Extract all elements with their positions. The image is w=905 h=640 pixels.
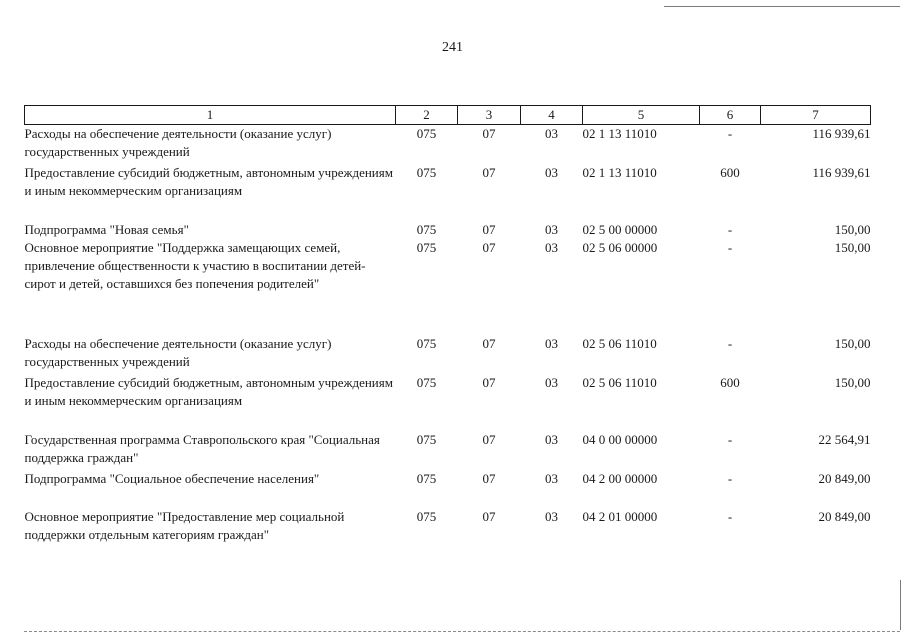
scan-edge-line-bottom bbox=[24, 631, 900, 632]
row-ministry-code: 075 bbox=[416, 335, 437, 351]
table-row bbox=[25, 470, 871, 508]
row-name: Расходы на обеспечение деятельности (оказание услуг) государственных учреждений bbox=[24, 335, 332, 369]
row-section-code: 07 bbox=[482, 239, 496, 255]
column-header: 1 bbox=[25, 106, 396, 125]
row-subsection-code: 03 bbox=[545, 431, 558, 447]
row-expense-type: - bbox=[727, 508, 733, 524]
row-expense-type: 600 bbox=[720, 164, 740, 180]
row-name: Предоставление субсидий бюджетным, автономным учреждениям и иным некоммерческим организациям bbox=[24, 374, 393, 408]
page-number: 241 bbox=[442, 40, 463, 55]
row-target-code: 02 5 00 00000 bbox=[582, 221, 658, 237]
row-subsection-code: 03 bbox=[545, 470, 558, 486]
column-header: 5 bbox=[583, 106, 700, 125]
row-amount: 116 939,61 bbox=[812, 126, 871, 141]
row-amount: 22 564,91 bbox=[818, 431, 871, 447]
row-ministry-code: 075 bbox=[416, 470, 437, 486]
column-header: 2 bbox=[396, 106, 458, 125]
column-header: 6 bbox=[700, 106, 761, 125]
table-row bbox=[25, 374, 871, 431]
row-name: Предоставление субсидий бюджетным, автономным учреждениям и иным некоммерческим организациям bbox=[24, 164, 393, 198]
table-row bbox=[25, 221, 871, 239]
row-section-code: 07 bbox=[482, 164, 496, 180]
scan-edge-line-right bbox=[900, 580, 901, 630]
row-expense-type: - bbox=[727, 431, 733, 447]
row-expense-type: - bbox=[727, 470, 733, 486]
row-amount: 20 849,00 bbox=[818, 508, 871, 524]
table-header-row bbox=[25, 106, 871, 125]
row-amount: 150,00 bbox=[834, 239, 871, 255]
column-header: 4 bbox=[521, 106, 583, 125]
budget-table bbox=[24, 105, 871, 568]
row-target-code: 02 1 13 11010 bbox=[582, 164, 657, 180]
row-ministry-code: 075 bbox=[416, 508, 437, 524]
row-ministry-code: 075 bbox=[416, 221, 437, 237]
row-ministry-code: 075 bbox=[416, 431, 437, 447]
row-subsection-code: 03 bbox=[545, 239, 558, 255]
row-expense-type: 600 bbox=[720, 374, 740, 390]
row-name: Государственная программа Ставропольского края "Социальная поддержка граждан" bbox=[24, 431, 380, 465]
row-target-code: 04 2 00 00000 bbox=[582, 470, 658, 486]
row-ministry-code: 075 bbox=[416, 374, 437, 390]
row-name: Подпрограмма "Социальное обеспечение населения" bbox=[24, 470, 320, 486]
column-header: 7 bbox=[761, 106, 871, 125]
row-subsection-code: 03 bbox=[545, 164, 558, 180]
row-name: Основное мероприятие "Предоставление мер социальной поддержки отдельным категориям граждан" bbox=[24, 508, 345, 542]
row-target-code: 02 5 06 11010 bbox=[582, 374, 657, 390]
row-target-code: 02 5 06 00000 bbox=[582, 239, 658, 255]
row-section-code: 07 bbox=[482, 126, 496, 141]
row-section-code: 07 bbox=[482, 470, 496, 486]
row-ministry-code: 075 bbox=[416, 239, 437, 255]
row-ministry-code: 075 bbox=[416, 126, 437, 141]
row-expense-type: - bbox=[727, 335, 733, 351]
row-target-code: 04 2 01 00000 bbox=[582, 508, 658, 524]
row-subsection-code: 03 bbox=[545, 335, 558, 351]
row-amount: 116 939,61 bbox=[812, 164, 871, 180]
row-section-code: 07 bbox=[482, 374, 496, 390]
row-amount: 20 849,00 bbox=[818, 470, 871, 486]
row-target-code: 04 0 00 00000 bbox=[582, 431, 658, 447]
row-name: Основное мероприятие "Поддержка замещающих семей, привлечение общественности к участию в воспитании детей-сирот и детей, оставшихся без попечения родителей" bbox=[24, 239, 366, 291]
table-row bbox=[25, 335, 871, 374]
scan-edge-line-top bbox=[664, 6, 900, 7]
row-subsection-code: 03 bbox=[545, 126, 558, 141]
row-amount: 150,00 bbox=[834, 221, 871, 237]
table-row bbox=[25, 239, 871, 335]
row-subsection-code: 03 bbox=[545, 508, 558, 524]
table-row bbox=[25, 508, 871, 568]
row-subsection-code: 03 bbox=[545, 374, 558, 390]
table-row bbox=[25, 125, 871, 164]
row-section-code: 07 bbox=[482, 221, 496, 237]
column-header: 3 bbox=[458, 106, 521, 125]
row-target-code: 02 1 13 11010 bbox=[582, 126, 657, 141]
row-expense-type: - bbox=[727, 221, 733, 237]
table-row bbox=[25, 431, 871, 470]
row-amount: 150,00 bbox=[834, 374, 871, 390]
row-subsection-code: 03 bbox=[545, 221, 558, 237]
row-expense-type: - bbox=[727, 239, 733, 255]
table-row bbox=[25, 164, 871, 221]
row-target-code: 02 5 06 11010 bbox=[582, 335, 657, 351]
row-amount: 150,00 bbox=[834, 335, 871, 351]
row-ministry-code: 075 bbox=[416, 164, 437, 180]
row-name: Подпрограмма "Новая семья" bbox=[24, 221, 189, 237]
row-name: Расходы на обеспечение деятельности (оказание услуг) государственных учреждений bbox=[24, 126, 332, 159]
row-section-code: 07 bbox=[482, 335, 496, 351]
row-section-code: 07 bbox=[482, 508, 496, 524]
row-section-code: 07 bbox=[482, 431, 496, 447]
row-expense-type: - bbox=[727, 126, 733, 141]
